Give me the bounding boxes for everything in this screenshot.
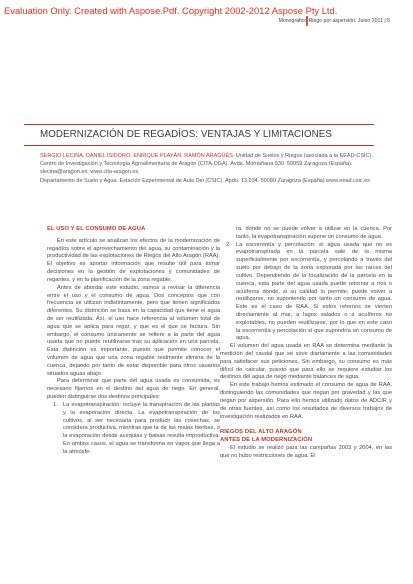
- paragraph: En este trabajo hemos estimado el consumo de agua de RAA, distinguiendo las comunidades que riegan por gravedad y las que riegan por aspersión. Para ello hemos utilizado datos de ADCIR y de otras fuentes, así como los resultados de diversos trabajos de investigación realizados en RAA.: [220, 382, 392, 420]
- paragraph: Antes de abordar este estudio, vamos a revisar la diferencia entre el uso y el consumo de agua. Dos conceptos que con frecuencia se utilizan indistintamente, pero que tienen significados diferentes. Su distinción se basa en la capacidad que tiene el agua de ser reutilizada. Así, el uso hace referencia al volumen total de agua que se aplica para regar, y que es el que se factura. Sin embargo, el consumo únicamente se refiere a la parte del agua usada que no puede reutilizarse tras su aplicación en una parcela. Esta distinción es importante, puesto que permite conocer el volumen de agua que una zona regable realmente elimina de la cuenca, dejando por tanto de estar disponible para otros usuarios situados aguas abajo.: [47, 284, 220, 377]
- list-number: 2.: [226, 241, 231, 248]
- list-item: [220, 242, 392, 344]
- left-column: [47, 226, 220, 457]
- section-heading-line: ANTES DE LA MODERNIZACIÓN: [220, 437, 313, 444]
- list-item-text: ra, donde no se puede volver a utilizar en la cuenca. Por tanto, la evapotranspiración supone un consumo de agua.: [236, 226, 392, 240]
- section-heading-uso-consumo: EL USO Y EL CONSUMO DE AGUA: [47, 226, 146, 232]
- paragraph: El volumen del agua usada en RAA se determina mediante la medición del caudal que se sirve diariamente a las comunidades para satisfacer sus peticiones. Sin embargo, su consumo es más difícil de calcular, puesto que para ello se requiere estudiar los destinos del agua de riego mediante balances de agua.: [220, 343, 392, 381]
- list-item-text: La evapotranspiración: incluye la transpiración de las plantas y la evaporación directa. La evapotranspiración de los cultivos, al ser necesaria para producir las cosechas, se considera productiva, mientras que la de las malas hierbas, o la evaporación desde acequias y balsas resulta improductiva. En ambos casos, el agua se transforma en vapor que llega a la atmósfe-: [63, 401, 220, 455]
- running-header: Monográfico Riego por aspersión. Junio 2011 | 5: [278, 18, 390, 24]
- article-title: MODERNIZACIÓN DE REGADÍOS: VENTAJAS Y LIMITACIONES: [40, 129, 332, 140]
- right-column: [220, 226, 392, 461]
- watermark-text: Evaluation Only. Created with Aspose.Pdf. Copyright 2002-2012 Aspose Pty Ltd.: [4, 5, 338, 16]
- author-affiliation: Unidad de Suelos y Riegos (asociada a la EEAD-CSIC). Centro de Investigación y Tecnología Agroalimentaria de Aragón (CITA-DGA). Avda. Montañana 930. 50059 Zaragoza (España). slecina@aragon.es; www.cita-aragon.es: [40, 153, 373, 176]
- author-names: SERGIO LECINA, DANIEL ISIDORO, ENRIQUE PLAYÁN, RAMÓN ARAGÜÉS.: [40, 153, 235, 159]
- title-rule-top: [24, 124, 374, 125]
- paragraph: El estudio se realizó para las campañas 2003 y 2004, en las que no hubo restricciones de agua. El: [220, 444, 392, 459]
- section-heading-line: RIEGOS DEL ALTO ARAGÓN: [220, 429, 302, 436]
- list-item-text: La escorrentía y percolación: el agua usada que no es evapotranspirada en la parcela sale de la misma superficialmente por escorrentía, y percolando a través del suelo por debajo de la zona explorada por las raíces del cultivo. Dependiendo de la localización de la parcela en la cuenca, esta parte del agua usada puede retornar a ríos o acuíferos donde, si su calidad lo permite, puede volver a reutilizarse, no suponiendo por tanto un consumo de agua. Este es el caso de RAA. Si estos retornos se vierten directamente al mar, a lagos salados o a acuíferos no explotables, no pueden reutilizarse, por lo que en este caso la escorrentía y percolación sí que supondría un consumo de agua.: [236, 241, 392, 342]
- author-block: [40, 152, 382, 185]
- list-number: 1.: [53, 401, 58, 408]
- author-affiliation-secondary: Departamento de Suelo y Agua. Estación Experimental de Aula Dei (CSIC). Apdo. 13.034. 50080 Zaragoza (España) www.eead.csic.es: [40, 177, 370, 184]
- list-item: [47, 402, 220, 457]
- title-rule-bottom: [24, 145, 374, 146]
- list-item-continuation: [220, 226, 392, 242]
- paragraph: En este artículo se analizan los efectos de la modernización de regadíos sobre el aprovechamiento del agua, su contaminación y la productividad de las explotaciones de Riegos del Alto Aragón (RAA). El objetivo es aportar información que resulte útil para tomar decisiones en la gestión de explotaciones y comunidades de regantes, y en la planificación de la zona regable.: [47, 237, 220, 283]
- paragraph: Para determinar qué parte del agua usada es consumida, es necesario fijarnos en el destino del agua de riego. En general, pueden distinguirse dos destinos principales:: [47, 378, 220, 401]
